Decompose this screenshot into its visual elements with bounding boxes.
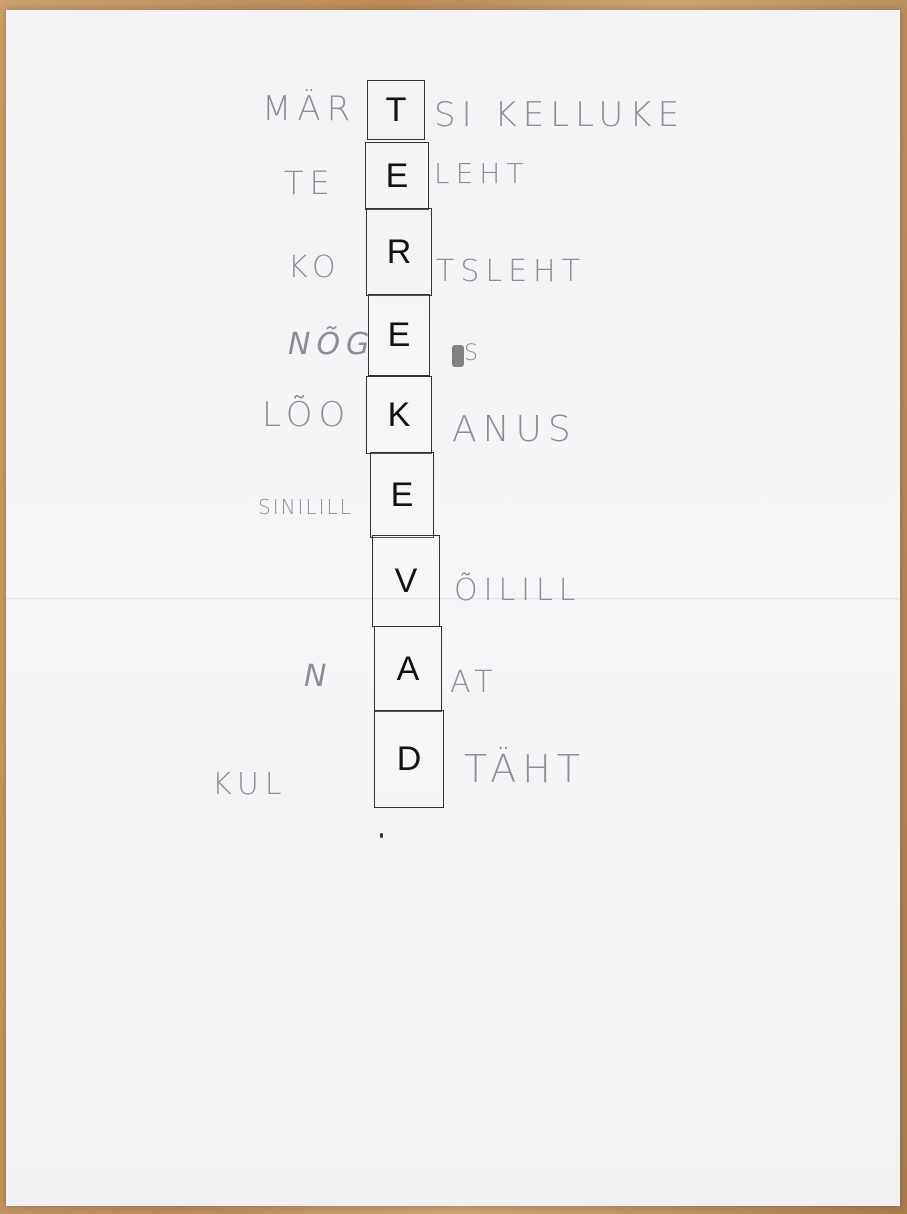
- letter-box-row-5: K: [366, 376, 432, 454]
- paper-fold-line: [6, 598, 900, 600]
- right-word-row-3: TSLEHT: [436, 254, 586, 289]
- letter-box-row-8: A: [374, 626, 442, 712]
- right-word-row-4: S: [464, 341, 484, 366]
- letter-box-row-3: R: [366, 208, 432, 296]
- letter-box-row-4: E: [368, 294, 430, 376]
- letter-box-row-2: E: [365, 142, 429, 210]
- right-word-row-2: LEHT: [434, 157, 530, 190]
- right-word-row-7: ÕILILL: [454, 573, 582, 608]
- left-word-row-8: N: [304, 659, 333, 694]
- left-word-row-5: LÕO: [262, 395, 352, 435]
- right-word-row-1: SI KELLUKE: [434, 95, 686, 135]
- right-word-row-5: ANUS: [452, 409, 577, 450]
- left-word-row-6: SINILILL: [258, 495, 353, 519]
- letter-box-row-7: V: [372, 535, 440, 627]
- pencil-dot: [380, 833, 383, 838]
- left-word-row-2: TE: [284, 164, 336, 202]
- left-word-row-3: KO: [288, 250, 342, 285]
- letter-box-row-9: D: [374, 710, 444, 808]
- letter-box-row-1: T: [367, 80, 425, 140]
- letter-box-row-6: E: [370, 452, 434, 538]
- left-word-row-1: MÄR: [262, 89, 357, 129]
- left-word-row-9: KUL: [212, 767, 288, 802]
- left-word-row-4: NÕG: [288, 327, 376, 362]
- right-word-row-8: AT: [450, 665, 499, 700]
- eraser-smudge: [452, 345, 464, 367]
- right-word-row-9: TÄHT: [464, 747, 587, 791]
